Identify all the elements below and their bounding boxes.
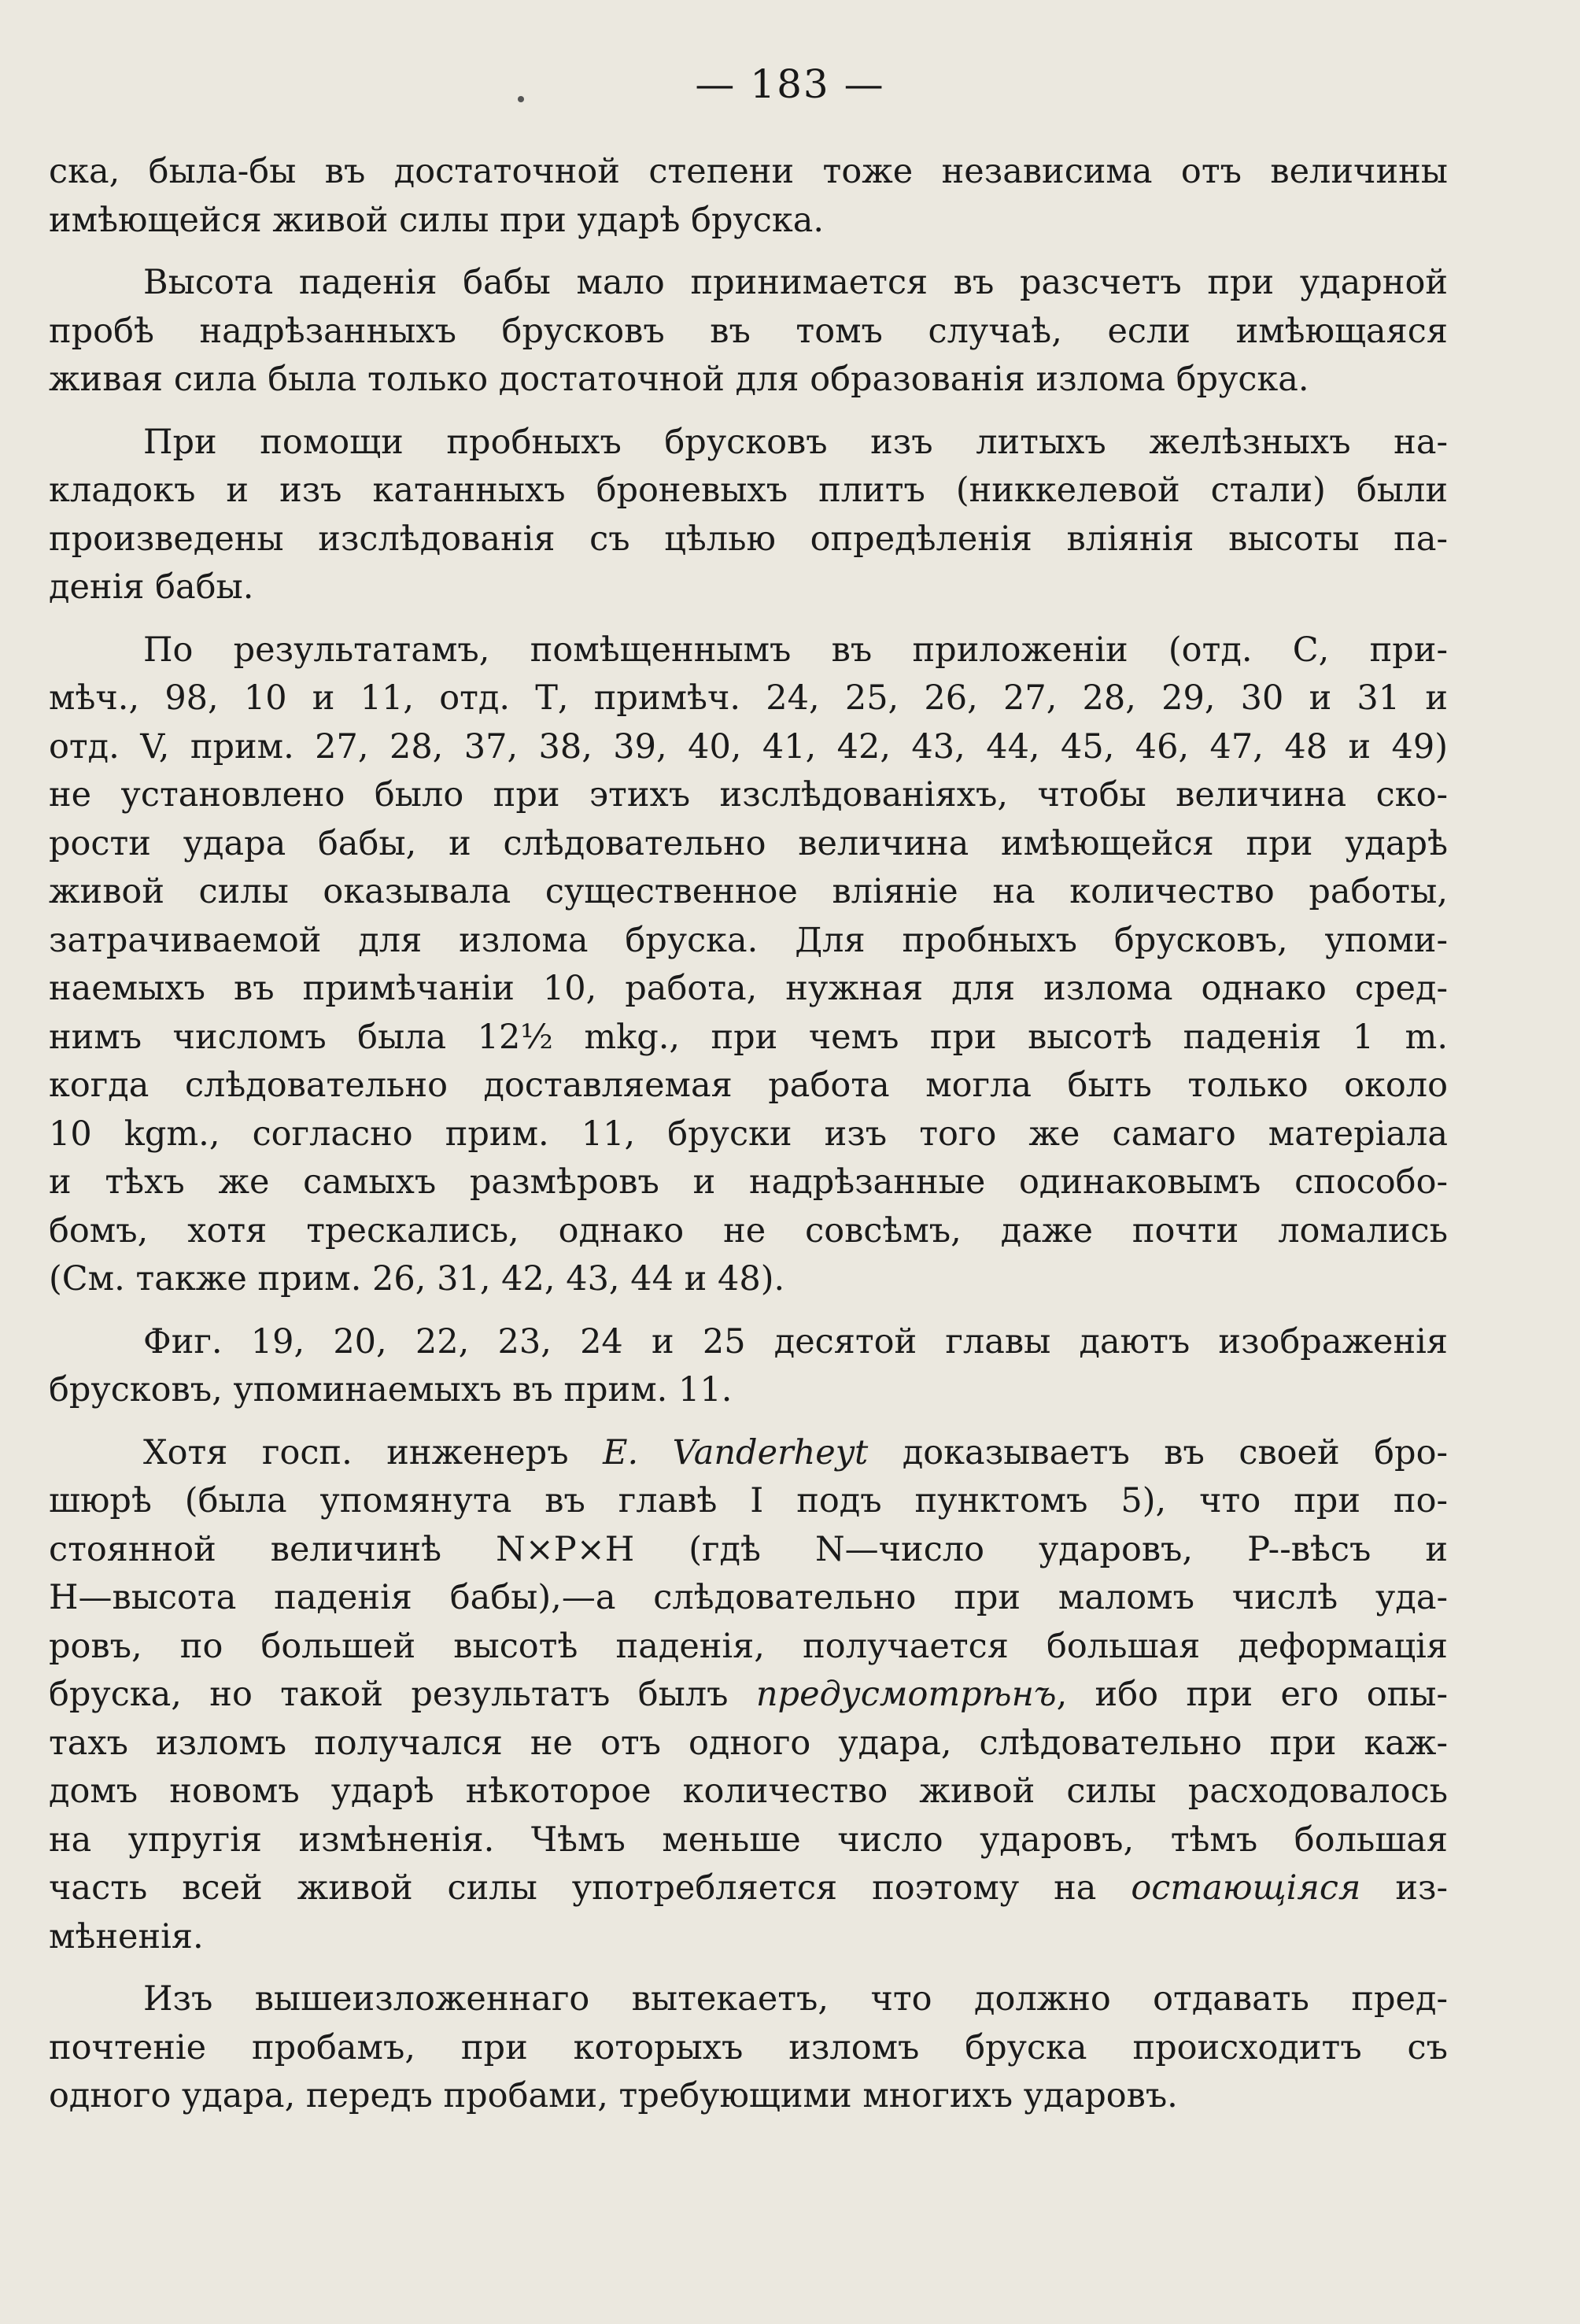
text-run: из- — [1360, 1868, 1448, 1908]
text-line — [49, 259, 1448, 308]
text-line — [49, 1255, 1448, 1304]
text-line — [49, 467, 1448, 515]
text-line — [49, 965, 1448, 1014]
text-run: и тѣхъ же самыхъ размѣровъ и надрѣзанные одинаковымъ способо- — [49, 1162, 1448, 1202]
paragraph — [49, 259, 1448, 405]
text-line — [49, 1720, 1448, 1768]
text-line — [49, 1207, 1448, 1256]
text-run: Высота паденія бабы мало принимается въ разсчетъ при ударной — [143, 263, 1448, 302]
italic-text: предусмотрѣнъ — [755, 1675, 1057, 1714]
text-run: бомъ, хотя трескались, однако не совсѣмъ, даже почти ломались — [49, 1210, 1448, 1251]
text-run: одного удара, передъ пробами, требующими многихъ ударовъ. — [49, 2076, 1178, 2115]
text-line — [49, 2024, 1448, 2073]
text-line — [49, 1062, 1448, 1110]
text-run: нимъ числомъ была 12½ mkg., при чемъ при высотѣ паденія 1 m. — [49, 1017, 1448, 1057]
text-line — [49, 148, 1448, 197]
text-run: мѣненія. — [49, 1916, 204, 1956]
text-line — [49, 1318, 1448, 1367]
text-line — [49, 771, 1448, 820]
text-line — [49, 419, 1448, 467]
paragraph — [49, 1975, 1448, 2121]
text-run: кладокъ и изъ катанныхъ броневыхъ плитъ (никкелевой стали) были — [49, 471, 1448, 510]
text-line — [49, 723, 1448, 772]
text-run: рости удара бабы, и слѣдовательно величина имѣющейся при ударѣ — [49, 823, 1448, 863]
text-run: не установлено было при этихъ изслѣдованіяхъ, чтобы величина ско- — [49, 775, 1448, 815]
text-run: живой силы оказывала существенное вліяніе на количество работы, — [49, 872, 1448, 911]
text-line — [49, 1110, 1448, 1159]
text-line — [49, 1158, 1448, 1207]
text-run: мѣч., 98, 10 и 11, отд. Т, примѣч. 24, 25, 26, 27, 28, 29, 30 и 31 и — [49, 678, 1448, 718]
text-run: H—высота паденія бабы),—а слѣдовательно при маломъ числѣ уда- — [49, 1578, 1448, 1617]
text-run: При помощи пробныхъ брусковъ изъ литыхъ желѣзныхъ на- — [143, 422, 1448, 462]
paragraph — [49, 1318, 1448, 1415]
text-run: почтеніе пробамъ, при которыхъ изломъ бруска происходитъ съ — [49, 2027, 1448, 2067]
text-line — [49, 917, 1448, 966]
text-line — [49, 1913, 1448, 1962]
text-line — [49, 1366, 1448, 1415]
paragraph — [49, 626, 1448, 1304]
text-run: По результатамъ, помѣщеннымъ въ приложеніи (отд. С, при- — [143, 630, 1448, 670]
text-run: Хотя госп. инженеръ — [143, 1432, 604, 1472]
text-run: живая сила была только достаточной для образованія излома бруска. — [49, 360, 1309, 399]
text-line — [49, 356, 1448, 405]
text-run: ровъ, по большей высотѣ паденія, получается большая деформація — [49, 1626, 1448, 1666]
text-line — [49, 515, 1448, 564]
paragraph — [49, 148, 1448, 245]
text-run: денія бабы. — [49, 567, 254, 607]
italic-text: остающіяся — [1131, 1868, 1361, 1908]
text-line — [49, 1574, 1448, 1623]
text-line — [49, 563, 1448, 612]
text-line — [49, 1975, 1448, 2024]
text-run: когда слѣдовательно доставляемая работа могла быть только около — [49, 1066, 1448, 1105]
text-run: бруска, но такой результатъ былъ — [49, 1675, 756, 1714]
text-run: отд. V, прим. 27, 28, 37, 38, 39, 40, 41, 42, 43, 44, 45, 46, 47, 48 и 49) — [49, 726, 1448, 767]
text-run: , ибо при его опы- — [1056, 1675, 1448, 1714]
text-run: наемыхъ въ примѣчаніи 10, работа, нужная для излома однако сред- — [49, 969, 1448, 1008]
text-run: шюрѣ (была упомянута въ главѣ I подъ пунктомъ 5), что при по- — [49, 1481, 1448, 1520]
text-run: Изъ вышеизложеннаго вытекаетъ, что должно отдавать пред- — [143, 1979, 1448, 2019]
text-line — [49, 1477, 1448, 1526]
body-text — [49, 148, 1448, 2135]
paragraph — [49, 419, 1448, 612]
text-line — [49, 308, 1448, 357]
text-line — [49, 868, 1448, 917]
text-line — [49, 1816, 1448, 1865]
text-run: на упругія измѣненія. Чѣмъ меньше число ударовъ, тѣмъ большая — [49, 1820, 1448, 1860]
text-line — [49, 674, 1448, 723]
text-run: (См. также прим. 26, 31, 42, 43, 44 и 48). — [49, 1259, 785, 1299]
text-line — [49, 1526, 1448, 1575]
text-run: затрачиваемой для излома бруска. Для пробныхъ брусковъ, упоми- — [49, 920, 1448, 960]
text-line — [49, 1623, 1448, 1672]
text-run: Фиг. 19, 20, 22, 23, 24 и 25 десятой главы даютъ изображенія — [143, 1321, 1448, 1362]
italic-text: E. Vanderheyt — [603, 1432, 869, 1472]
text-line — [49, 1671, 1448, 1720]
text-line — [49, 2072, 1448, 2121]
text-run: имѣющейся живой силы при ударѣ бруска. — [49, 200, 825, 240]
text-run: пробѣ надрѣзанныхъ брусковъ въ томъ случаѣ, если имѣющаяся — [49, 311, 1448, 351]
text-line — [49, 626, 1448, 675]
text-line — [49, 1014, 1448, 1062]
text-line — [49, 1864, 1448, 1913]
text-run: домъ новомъ ударѣ нѣкоторое количество живой силы расходовалось — [49, 1772, 1448, 1811]
text-line — [49, 1429, 1448, 1478]
text-run: тахъ изломъ получался не отъ одного удара, слѣдовательно при каж- — [49, 1723, 1448, 1763]
text-run: стоянной величинѣ N×P×H (гдѣ N—число ударовъ, P--вѣсъ и — [49, 1529, 1448, 1569]
text-run: часть всей живой силы употребляется поэтому на — [49, 1868, 1131, 1908]
text-run: брусковъ, упоминаемыхъ въ прим. 11. — [49, 1370, 733, 1410]
text-line — [49, 820, 1448, 869]
text-run: 10 kgm., согласно прим. 11, бруски изъ того же самаго матеріала — [49, 1114, 1448, 1154]
text-run: ска, была-бы въ достаточной степени тоже независима отъ величины — [49, 152, 1448, 191]
text-line — [49, 1768, 1448, 1816]
text-run: доказываетъ въ своей бро- — [868, 1432, 1448, 1472]
page-number: — 183 — — [695, 61, 885, 107]
text-line — [49, 197, 1448, 246]
text-run: произведены изслѣдованія съ цѣлью опредѣленія вліянія высоты па- — [49, 519, 1448, 559]
paragraph — [49, 1429, 1448, 1962]
